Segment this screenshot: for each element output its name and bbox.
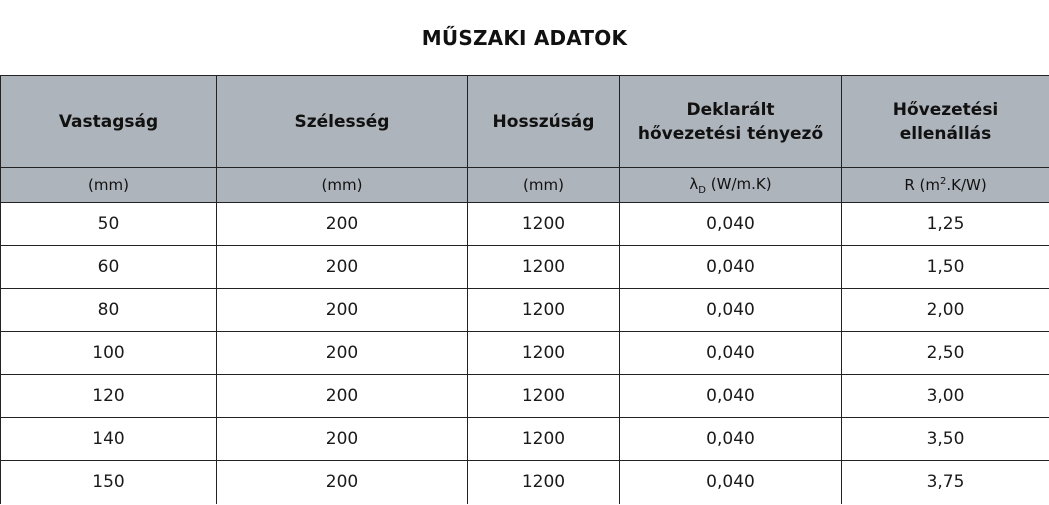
lambda-unit: (W/m.K) [706, 174, 772, 193]
cell-length: 1200 [468, 332, 620, 375]
cell-length: 1200 [468, 203, 620, 246]
cell-length: 1200 [468, 461, 620, 504]
table-row [1, 418, 1049, 461]
cell-resistance: 3,75 [842, 461, 1049, 504]
cell-length: 1200 [468, 418, 620, 461]
cell-conductivity: 0,040 [620, 461, 842, 504]
table-units-row [1, 168, 1049, 203]
r-superscript: 2 [939, 176, 947, 187]
cell-conductivity: 0,040 [620, 289, 842, 332]
cell-resistance: 3,00 [842, 375, 1049, 418]
r-suffix: .K/W) [946, 176, 987, 194]
table-header-row [1, 76, 1049, 168]
cell-width: 200 [217, 289, 468, 332]
cell-conductivity: 0,040 [620, 246, 842, 289]
header-declared-line1: Deklarált [686, 99, 775, 120]
cell-resistance: 3,50 [842, 418, 1049, 461]
cell-width: 200 [217, 461, 468, 504]
cell-thickness: 100 [1, 332, 217, 375]
unit-length: (mm) [468, 168, 620, 203]
table-row [1, 375, 1049, 418]
cell-thickness: 150 [1, 461, 217, 504]
cell-thickness: 50 [1, 203, 217, 246]
cell-length: 1200 [468, 289, 620, 332]
cell-width: 200 [217, 203, 468, 246]
cell-conductivity: 0,040 [620, 418, 842, 461]
cell-conductivity: 0,040 [620, 375, 842, 418]
cell-width: 200 [217, 246, 468, 289]
technical-data-table [0, 75, 1049, 504]
cell-length: 1200 [468, 375, 620, 418]
cell-thickness: 140 [1, 418, 217, 461]
header-declared-line2: hővezetési tényező [637, 123, 824, 144]
table-row [1, 289, 1049, 332]
header-length: Hosszúság [468, 76, 620, 168]
cell-width: 200 [217, 418, 468, 461]
table-row [1, 332, 1049, 375]
cell-resistance: 2,00 [842, 289, 1049, 332]
header-resistance-line1: Hővezetési [892, 99, 999, 120]
header-resistance-line2: ellenállás [899, 123, 992, 144]
cell-length: 1200 [468, 246, 620, 289]
table-row [1, 203, 1049, 246]
cell-width: 200 [217, 375, 468, 418]
unit-lambda [620, 168, 842, 203]
header-thermal-resistance [842, 76, 1049, 168]
lambda-symbol: λ [689, 174, 699, 193]
cell-conductivity: 0,040 [620, 332, 842, 375]
page-title: MŰSZAKI ADATOK [421, 26, 628, 50]
unit-thickness: (mm) [1, 168, 217, 203]
unit-resistance [842, 168, 1049, 203]
cell-resistance: 1,50 [842, 246, 1049, 289]
cell-width: 200 [217, 332, 468, 375]
cell-resistance: 1,25 [842, 203, 1049, 246]
cell-thickness: 80 [1, 289, 217, 332]
table-row [1, 461, 1049, 504]
cell-thickness: 60 [1, 246, 217, 289]
header-declared-conductivity [620, 76, 842, 168]
r-prefix: R (m [904, 176, 940, 194]
cell-thickness: 120 [1, 375, 217, 418]
table-row [1, 246, 1049, 289]
cell-conductivity: 0,040 [620, 203, 842, 246]
lambda-subscript: D [698, 184, 706, 196]
unit-width: (mm) [217, 168, 468, 203]
header-thickness: Vastagság [1, 76, 217, 168]
header-width: Szélesség [217, 76, 468, 168]
cell-resistance: 2,50 [842, 332, 1049, 375]
